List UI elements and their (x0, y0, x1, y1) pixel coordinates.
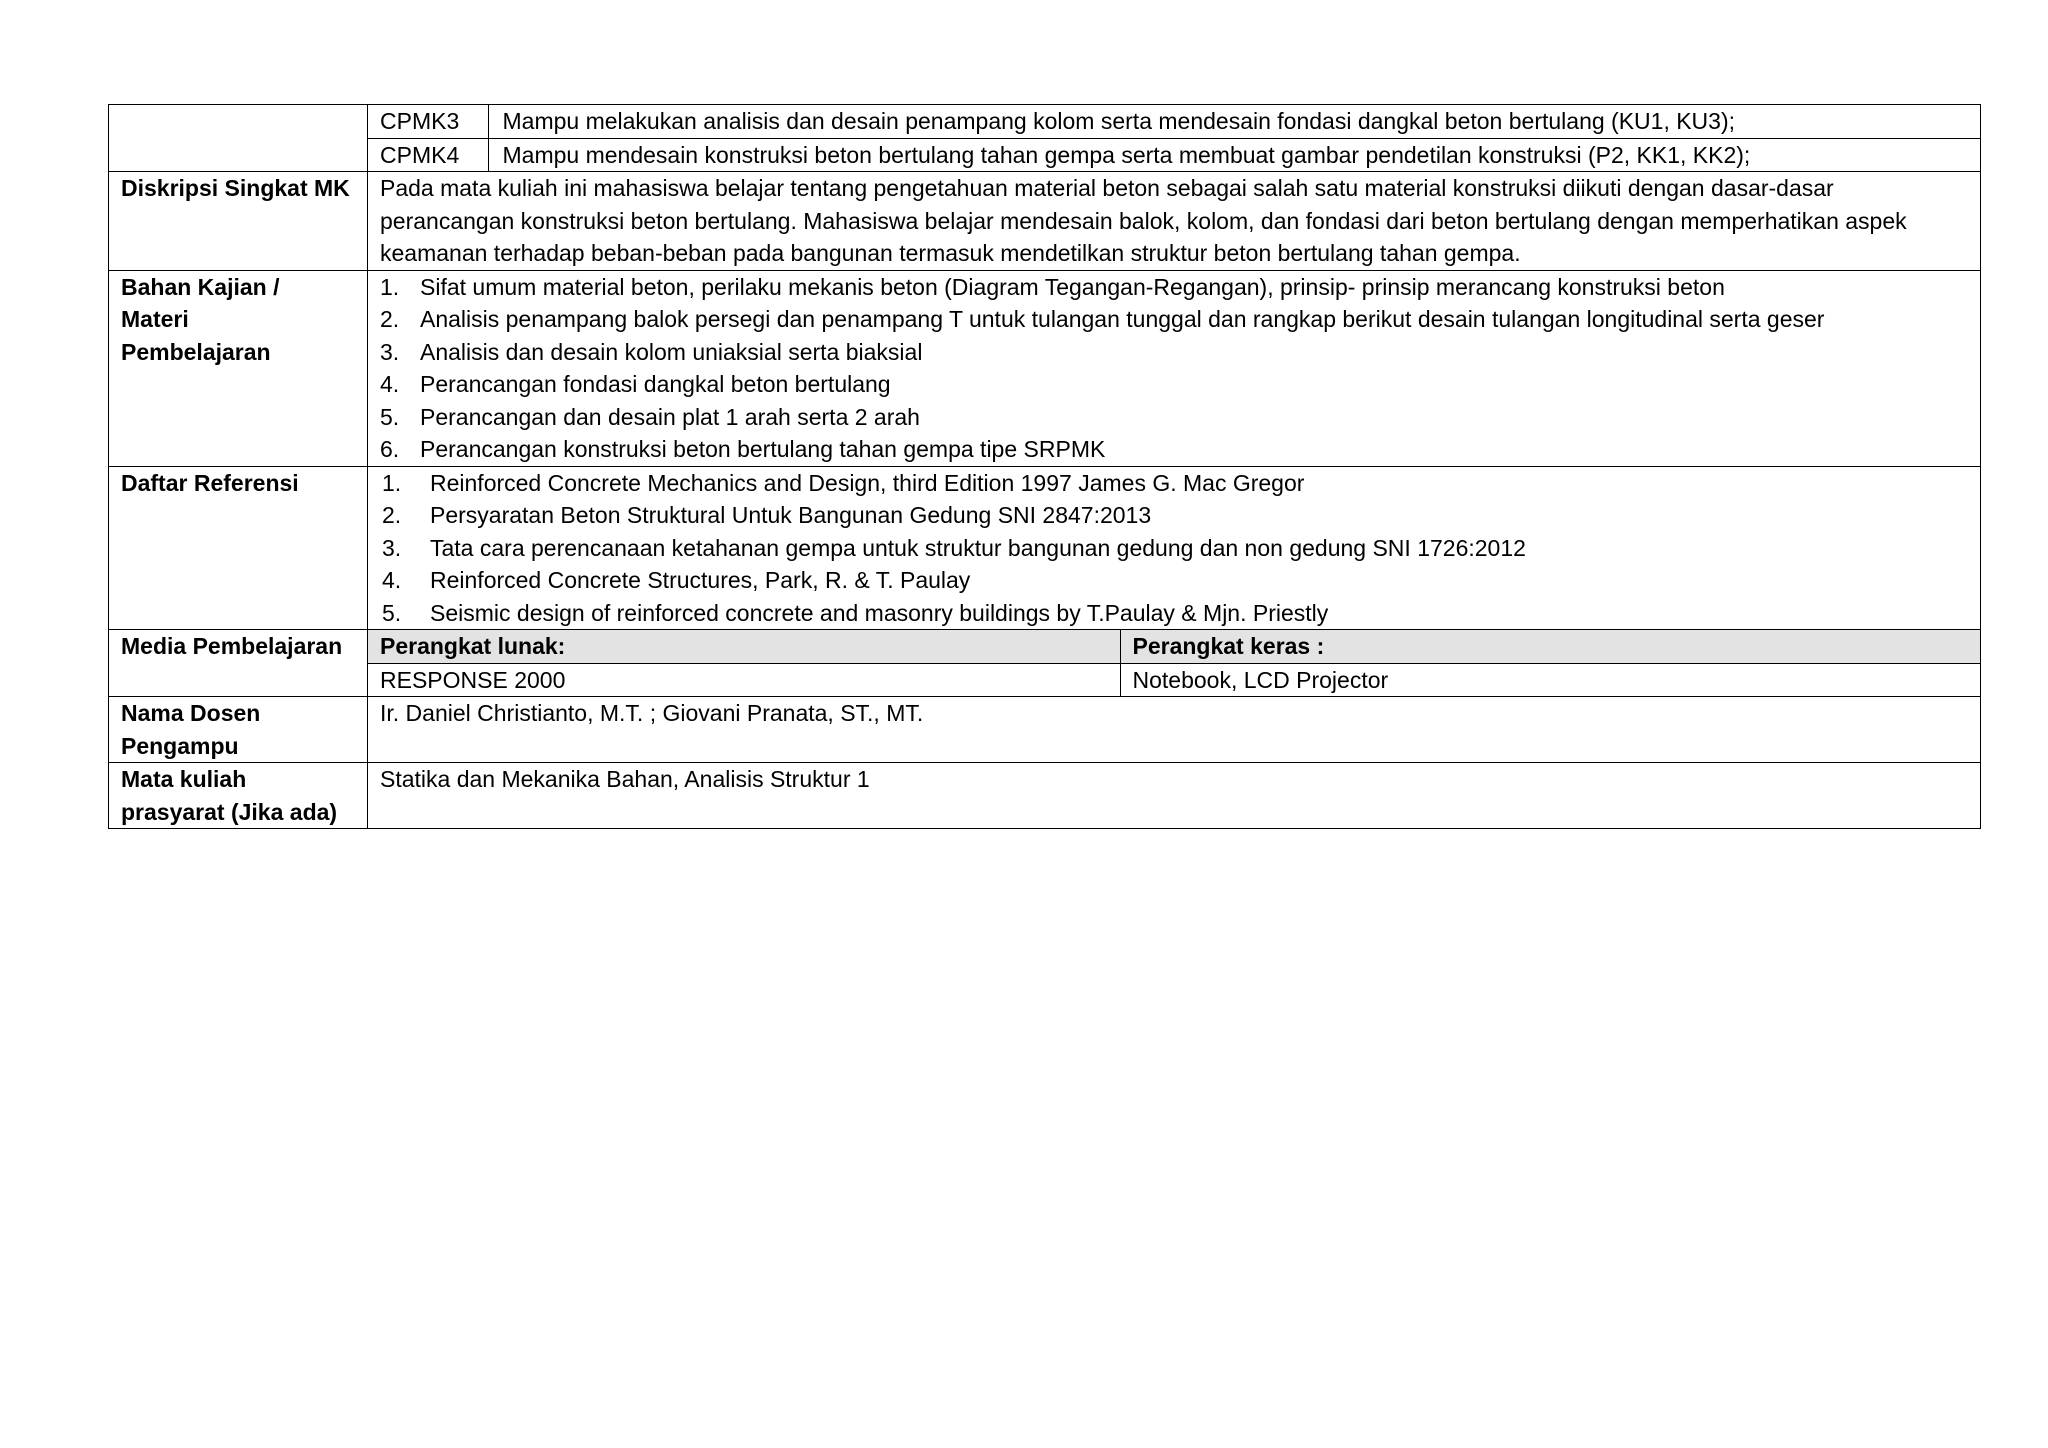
deskripsi-label: Diskripsi Singkat MK (109, 172, 368, 271)
bahan-item (380, 433, 1968, 466)
dosen-label (109, 697, 368, 763)
hardware-header: Perangkat keras : (1120, 630, 1980, 663)
bahan-label (109, 270, 368, 466)
bahan-item (380, 271, 1968, 304)
cpmk-item (368, 105, 1980, 138)
bahan-item-number: 2. (380, 306, 400, 332)
referensi-item (382, 532, 1968, 565)
bahan-item (380, 401, 1968, 434)
referensi-item-number: 4. (382, 567, 402, 593)
referensi-item-number: 1. (382, 469, 402, 496)
bahan-label-line: Materi (121, 306, 189, 332)
bahan-item (380, 336, 1968, 369)
media-table (368, 630, 1980, 696)
bahan-item-text: Perancangan konstruksi beton bertulang tahan gempa tipe SRPMK (420, 436, 1106, 462)
dosen-label-line: Pengampu (121, 732, 239, 759)
cpmk-code: CPMK4 (368, 138, 488, 171)
dosen-row (109, 697, 1981, 763)
bahan-item-number: 1. (380, 273, 400, 300)
bahan-item-number: 5. (380, 403, 400, 430)
cpmk-row (109, 105, 1981, 172)
cpmk-cell (368, 105, 1981, 172)
deskripsi-text: Pada mata kuliah ini mahasiswa belajar tentang pengetahuan material beton sebagai salah satu material konstruksi diikuti dengan dasar-dasar perancangan konstruksi beton bertulang. Mahasiswa belajar mendesain balok, kolom, dan fondasi dari beton bertulang dengan memperhatikan aspek keamanan terhadap beban-beban pada bangunan termasuk mendetilkan struktur beton bertulang tahan gempa. (368, 172, 1981, 271)
cpmk-text: Mampu mendesain konstruksi beton bertulang tahan gempa serta membuat gambar pendetilan konstruksi (P2, KK1, KK2); (488, 138, 1980, 171)
prasyarat-label-line: prasyarat (Jika ada) (121, 798, 338, 825)
media-cell (368, 630, 1981, 697)
prasyarat-value: Statika dan Mekanika Bahan, Analisis Struktur 1 (368, 763, 1981, 829)
prasyarat-label (109, 763, 368, 829)
referensi-item (382, 597, 1968, 630)
cpmk-item (368, 138, 1980, 171)
media-header-row (368, 630, 1980, 663)
referensi-item-text: Persyaratan Beton Struktural Untuk Bangunan Gedung SNI 2847:2013 (430, 502, 1152, 528)
referensi-label: Daftar Referensi (109, 466, 368, 630)
referensi-item-number: 3. (382, 534, 402, 561)
bahan-item-text: Analisis dan desain kolom uniaksial serta biaksial (420, 338, 923, 365)
bahan-row (109, 270, 1981, 466)
cpmk-label-cell (109, 105, 368, 172)
bahan-label-line: Pembelajaran (121, 338, 271, 365)
referensi-content (368, 466, 1981, 630)
bahan-item-text: Analisis penampang balok persegi dan penampang T untuk tulangan tunggal dan rangkap berikut desain tulangan longitudinal serta geser (420, 306, 1825, 332)
bahan-item-number: 4. (380, 371, 400, 397)
referensi-item-text: Reinforced Concrete Mechanics and Design, third Edition 1997 James G. Mac Gregor (430, 469, 1305, 496)
software-value: RESPONSE 2000 (368, 663, 1120, 696)
referensi-item (382, 499, 1968, 532)
referensi-item-text: Reinforced Concrete Structures, Park, R. & T. Paulay (430, 567, 971, 593)
dosen-label-line: Nama Dosen (121, 700, 261, 726)
hardware-value: Notebook, LCD Projector (1120, 663, 1980, 696)
prasyarat-label-line: Mata kuliah (121, 766, 247, 792)
bahan-item (380, 303, 1968, 336)
cpmk-code: CPMK3 (380, 108, 460, 134)
deskripsi-row (109, 172, 1981, 271)
dosen-value: Ir. Daniel Christianto, M.T. ; Giovani Pranata, ST., MT. (368, 697, 1981, 763)
bahan-item-number: 6. (380, 436, 400, 462)
referensi-item-number: 2. (382, 502, 402, 528)
bahan-item-text: Sifat umum material beton, perilaku mekanis beton (Diagram Tegangan-Regangan), prinsip- prinsip merancang konstruksi beton (420, 273, 1725, 300)
media-value-row (368, 663, 1980, 696)
media-row (109, 630, 1981, 697)
bahan-label-line: Bahan Kajian / (121, 273, 280, 300)
referensi-item (382, 564, 1968, 597)
bahan-item-text: Perancangan fondasi dangkal beton bertulang (420, 371, 891, 397)
media-label: Media Pembelajaran (109, 630, 368, 697)
prasyarat-row (109, 763, 1981, 829)
referensi-item-text: Seismic design of reinforced concrete and masonry buildings by T.Paulay & Mjn. Priestly (430, 599, 1329, 626)
cpmk-text: Mampu melakukan analisis dan desain penampang kolom serta mendesain fondasi dangkal beton bertulang (KU1, KU3); (488, 105, 1980, 138)
referensi-row (109, 466, 1981, 630)
referensi-item-text: Tata cara perencanaan ketahanan gempa untuk struktur bangunan gedung dan non gedung SNI 1726:2012 (430, 534, 1526, 561)
course-info-table (108, 104, 1981, 829)
bahan-item-number: 3. (380, 338, 400, 365)
referensi-list (382, 467, 1968, 630)
referensi-item-number: 5. (382, 599, 402, 626)
bahan-item (380, 368, 1968, 401)
cpmk-table (368, 105, 1980, 171)
software-header: Perangkat lunak: (368, 630, 1120, 663)
referensi-item (382, 467, 1968, 500)
bahan-list (380, 271, 1968, 466)
bahan-content (368, 270, 1981, 466)
bahan-item-text: Perancangan dan desain plat 1 arah serta 2 arah (420, 403, 920, 430)
